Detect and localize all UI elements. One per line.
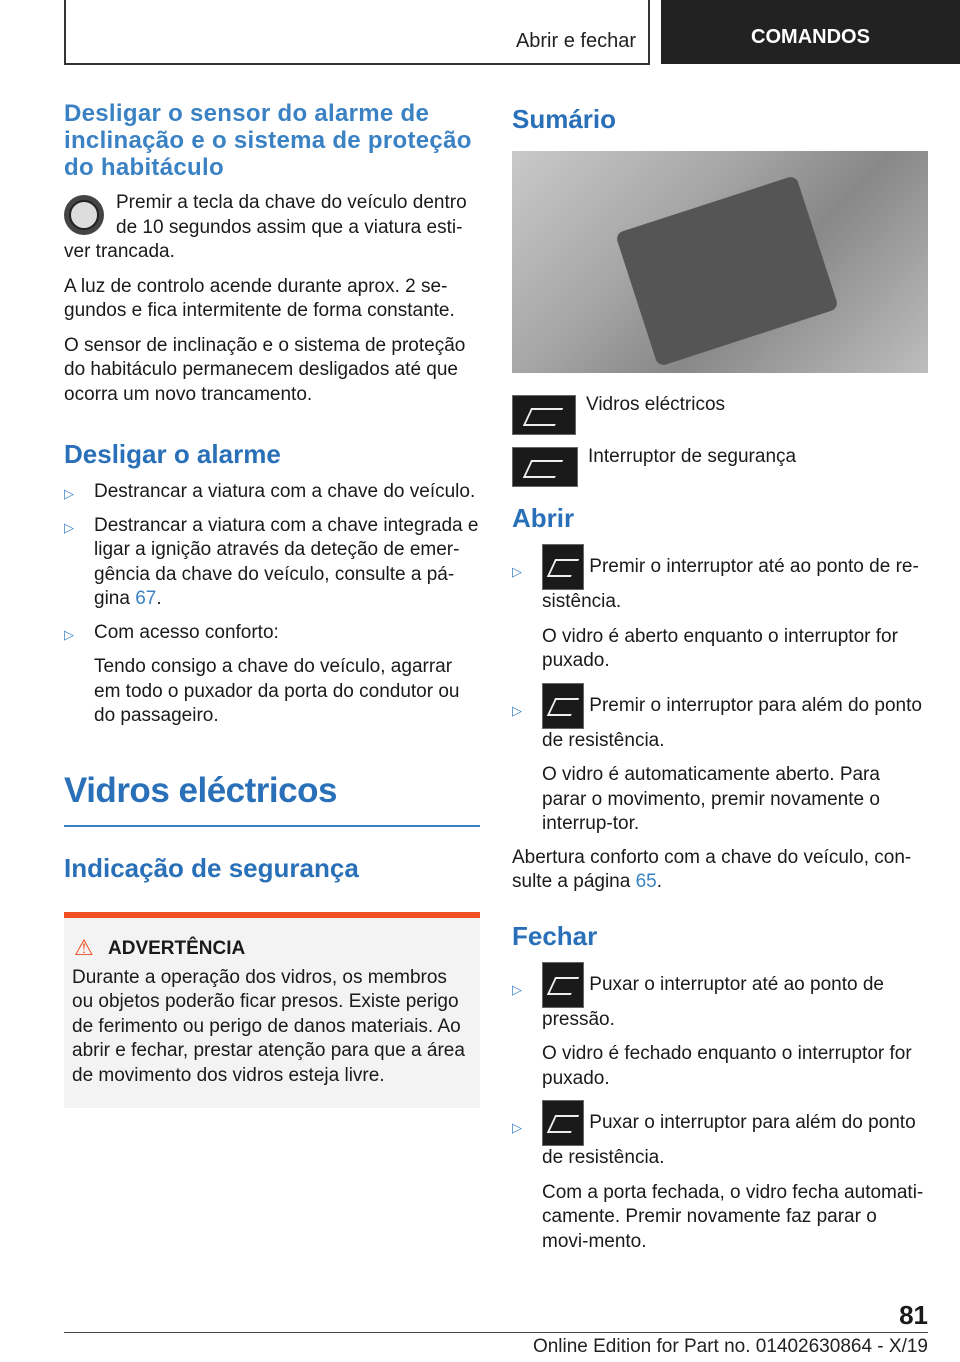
heading-overview: Sumário (512, 104, 617, 134)
warning-box (64, 912, 480, 1109)
triangle-bullet-icon: ▷ (64, 626, 74, 642)
open-list (512, 544, 928, 837)
window-switch-icon (542, 962, 584, 1008)
legend-item: Interruptor de segurança (512, 447, 928, 487)
triangle-bullet-icon: ▷ (512, 702, 522, 718)
heading-power-windows: Vidros eléctricos (64, 770, 337, 810)
warning-text: Durante a operação dos vidros, os membros ou objetos poderão ficar presos. Existe perigo de ferimento ou perigo de danos materiais. Ao abrir e fechar, prestar atenção para que a área de movimento dos vidros esteja livre. (72, 966, 465, 1086)
heading-open: Abrir (512, 503, 575, 533)
alarm-list (64, 480, 480, 729)
window-switch-photo (512, 151, 928, 373)
legend-item: Vidros eléctricos (512, 395, 928, 435)
page-link-67[interactable]: 67 (135, 588, 157, 609)
window-switch-icon (542, 683, 584, 729)
list-item: ▷ Puxar o interruptor até ao ponto de pressão. O vidro é fechado enquanto o interruptor for puxado. (512, 962, 928, 1092)
list-subtext: O vidro é automaticamente aberto. Para parar o movimento, premir novamente o interrup‐tor. (542, 764, 880, 834)
triangle-bullet-icon: ▷ (512, 981, 522, 997)
list-item: ▷ Premir o interruptor até ao ponto de re‐sistência. O vidro é aberto enquanto o interruptor for puxado. (512, 544, 928, 674)
footer-edition: Online Edition for Part no. 01402630864 - X/19 (532, 1336, 928, 1357)
list-item: ▷ Com acesso conforto: Tendo consigo a chave do veículo, agarrar em todo o puxador da porta do condutor ou do passageiro. (64, 621, 480, 729)
triangle-bullet-icon: ▷ (512, 564, 522, 579)
paragraph-key: Premir a tecla da chave do veículo dentro de 10 segundos assim que a viatura esti‐ver trancada. (64, 192, 467, 262)
list-subtext: Com a porta fechada, o vidro fecha automati‐camente. Premir novamente faz parar o movi‐mento. (542, 1181, 924, 1252)
window-switch-icon (512, 395, 576, 435)
list-item: ▷ Destrancar a viatura com a chave do veículo. (64, 480, 480, 505)
header-left-rule (64, 0, 66, 64)
heading-alarm: Desligar o alarme (64, 439, 281, 469)
header-chapter-tab: COMANDOS (661, 0, 960, 64)
list-item: ▷ Premir o interruptor para além do ponto de resistência. O vidro é automaticamente aberto. Para parar o movimento, premir novamente o interrup‐tor. (512, 683, 928, 837)
heading-sensor: Desligar o sensor do alarme de inclinação e o sistema de proteção do habitáculo (64, 100, 472, 181)
page-link-65[interactable]: 65 (635, 871, 657, 892)
triangle-bullet-icon: ▷ (512, 1120, 522, 1135)
paragraph-comfort-open: Abertura conforto com a chave do veículo, con‐sulte a página 65. (512, 846, 912, 892)
list-item: ▷ Puxar o interruptor para além do ponto de resistência. Com a porta fechada, o vidro fecha automati‐camente. Premir novamente faz parar o movi‐mento. (512, 1100, 928, 1254)
close-list (512, 962, 928, 1255)
left-column (64, 100, 480, 1108)
list-subtext: O vidro é aberto enquanto o interruptor for puxado. (542, 625, 898, 671)
safety-switch-icon (512, 447, 578, 487)
triangle-bullet-icon: ▷ (64, 519, 74, 535)
switch-panel (615, 175, 839, 367)
right-column (512, 100, 928, 1263)
header-separator (648, 0, 650, 64)
car-key-icon (64, 195, 104, 235)
legend (512, 395, 928, 487)
warning-title: ⚠ ADVERTÊNCIA (74, 934, 246, 960)
section-divider (64, 825, 480, 827)
list-item: ▷ Destrancar a viatura com a chave integrada e ligar a ignição através da deteção de emer‐gência da chave do veículo, consulte a pá‐gina 67. (64, 514, 479, 609)
heading-safety: Indicação de segurança (64, 852, 359, 883)
triangle-bullet-icon: ▷ (64, 486, 74, 501)
page-number: 81 (899, 1300, 928, 1330)
warning-triangle-icon: ⚠ (74, 934, 94, 960)
key-instruction (64, 191, 480, 265)
header-section-title: Abrir e fechar (515, 30, 636, 52)
window-switch-icon (542, 1100, 584, 1146)
paragraph-sensor-off: O sensor de inclinação e o sistema de proteção do habitáculo permanecem desligados até que ocorra um novo trancamento. (64, 334, 466, 405)
list-subtext: Tendo consigo a chave do veículo, agarrar em todo o puxador da porta do condutor ou do passageiro. (94, 656, 460, 726)
header-bottom-rule (64, 63, 650, 65)
paragraph-light: A luz de controlo acende durante aprox. 2 se‐gundos e fica intermitente de forma constante. (64, 275, 455, 321)
window-switch-icon (542, 544, 584, 590)
heading-close: Fechar (512, 920, 598, 951)
list-subtext: O vidro é fechado enquanto o interruptor for puxado. (542, 1043, 912, 1089)
footer-rule (64, 1332, 928, 1333)
